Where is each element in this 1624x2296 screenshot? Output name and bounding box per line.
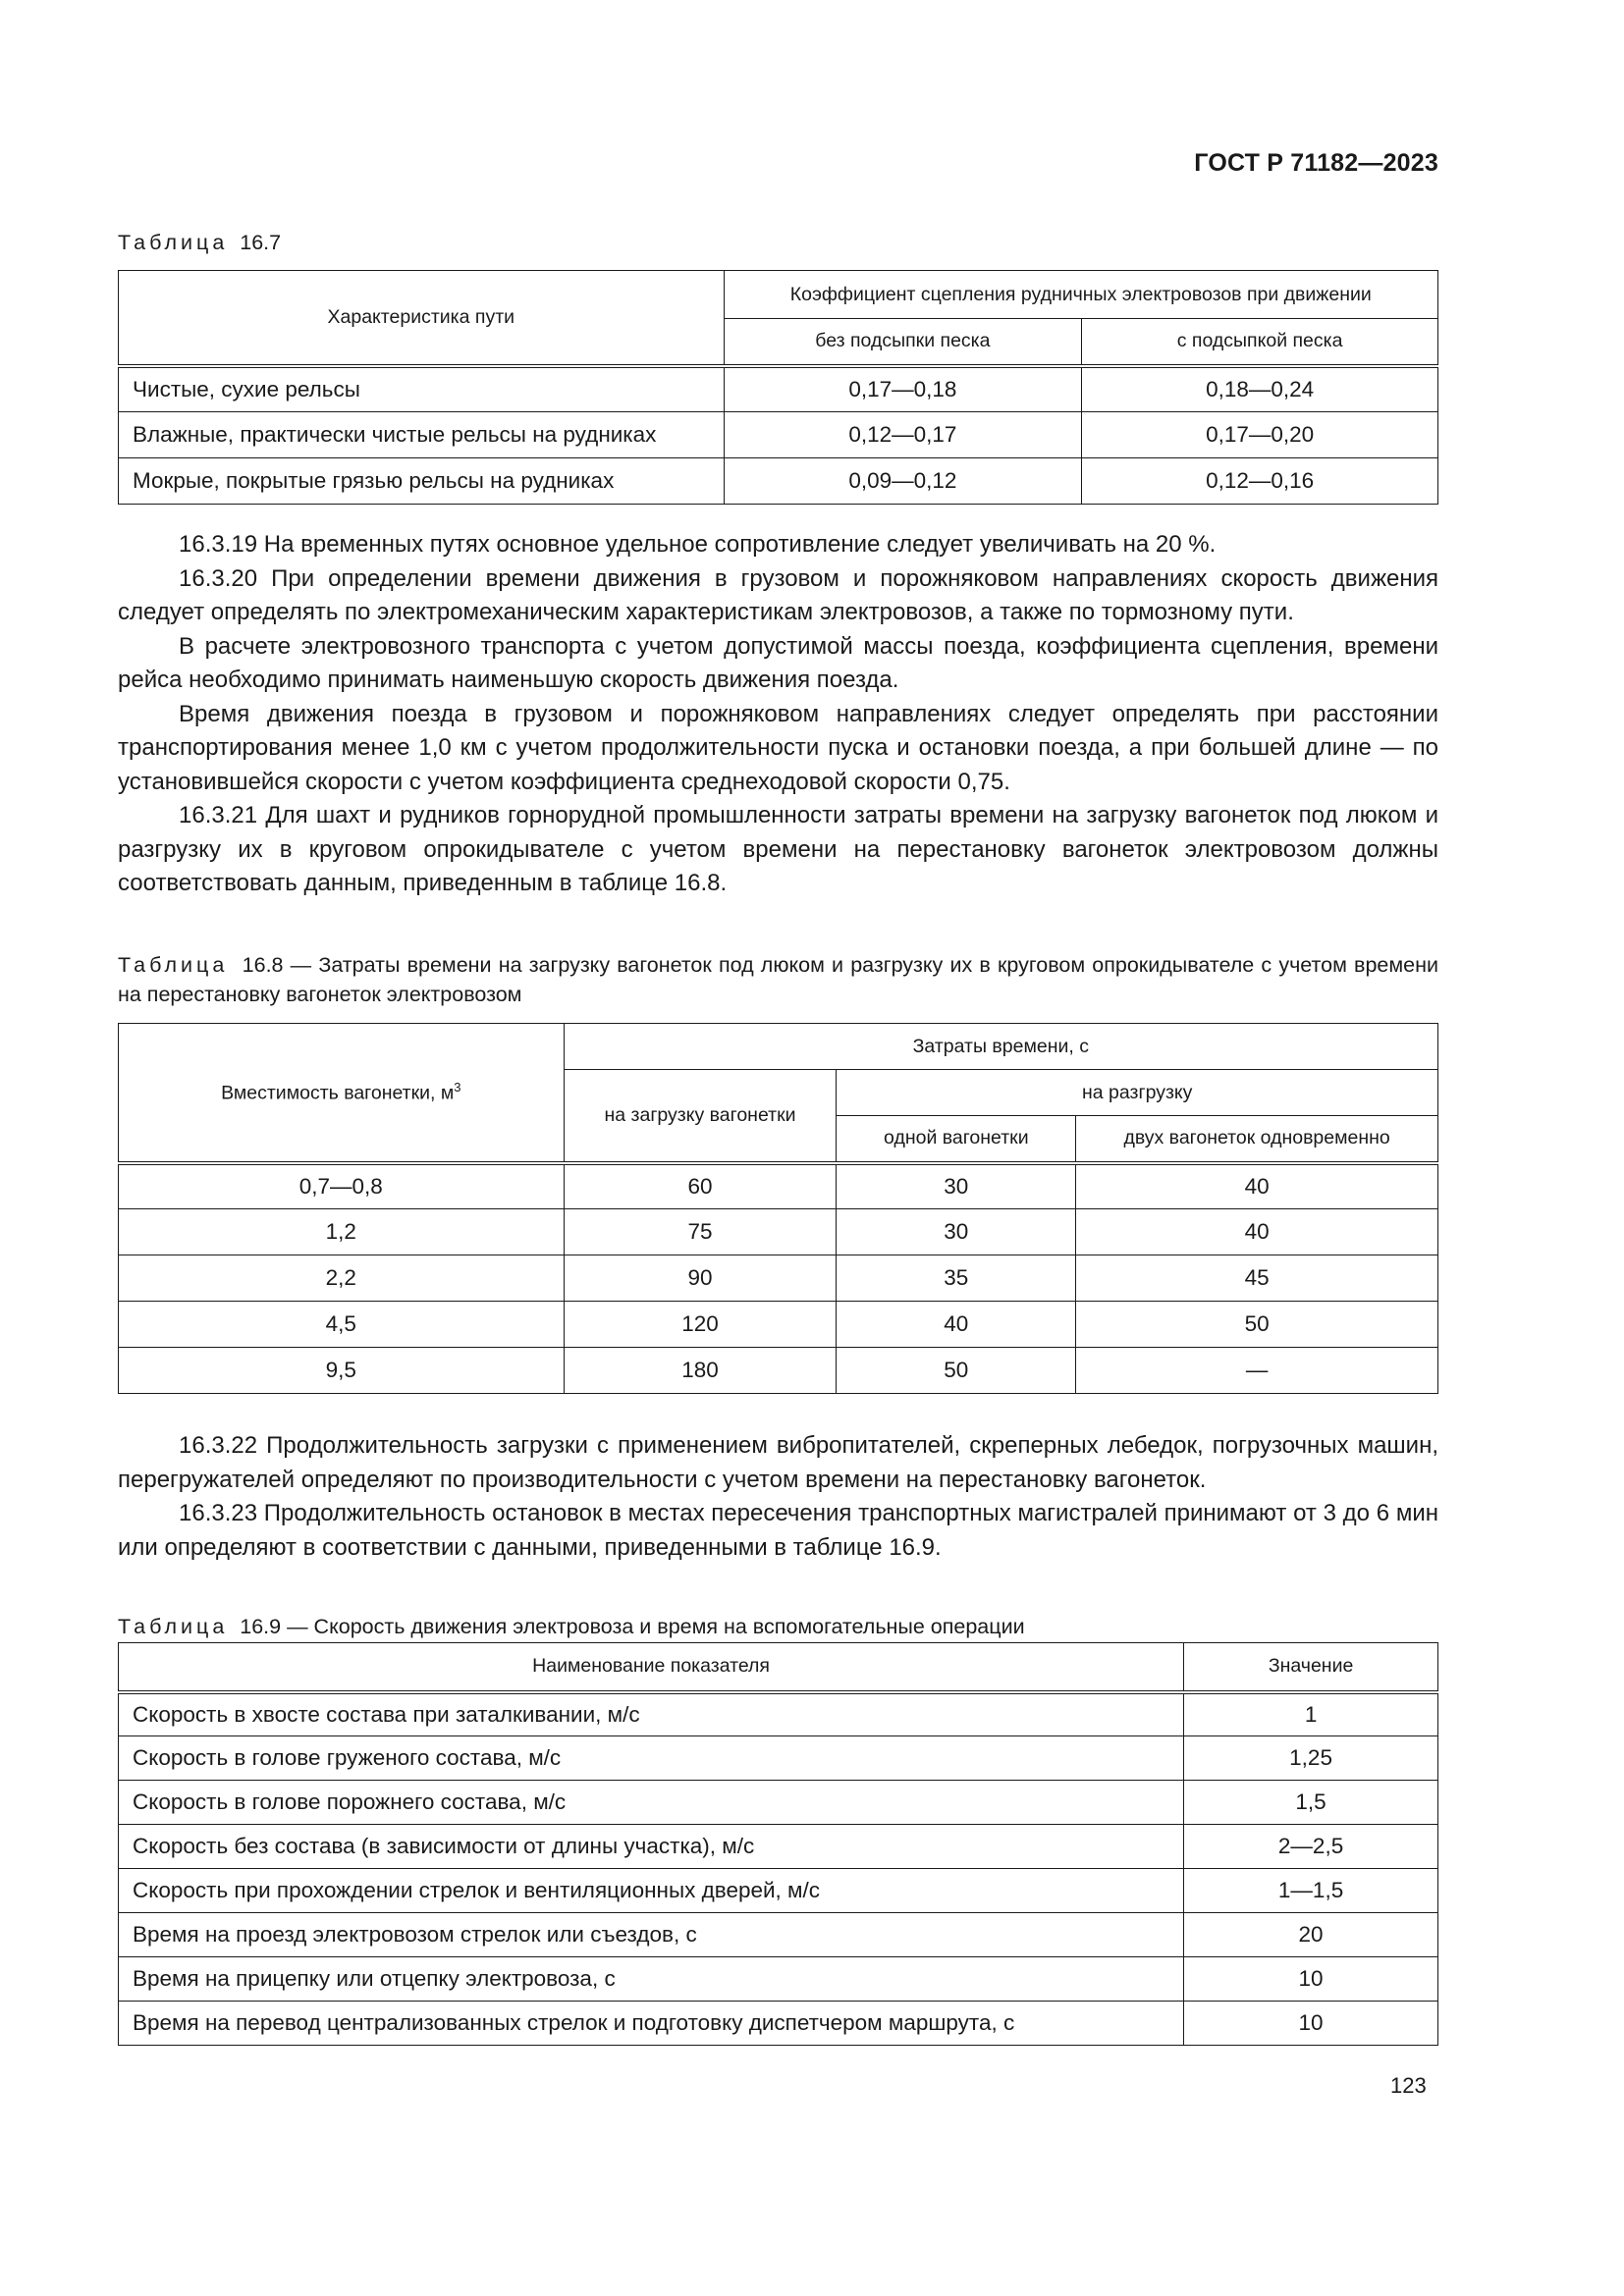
- cell: 1: [1184, 1692, 1438, 1736]
- table-row: [119, 1825, 1438, 1869]
- superscript: 3: [454, 1080, 461, 1095]
- cell: Скорость при прохождении стрелок и вентиляционных дверей, м/с: [119, 1869, 1184, 1913]
- paragraph: Время движения поезда в грузовом и порожняковом направлениях следует определять при расстоянии транспортирования менее 1,0 км с учетом продолжительности пуска и остановки поезда, а при большей длине — по установившейся скорости с учетом коэффициента среднеходовой скорости 0,75.: [118, 700, 1438, 795]
- cell: Время на проезд электровозом стрелок или съездов, с: [119, 1913, 1184, 1957]
- paragraph: 16.3.19 На временных путях основное удельное сопротивление следует увеличивать на 20 %.: [179, 531, 1217, 558]
- table-16-8: [118, 1023, 1438, 1394]
- cell: Влажные, практически чистые рельсы на рудниках: [119, 412, 725, 458]
- caption-label: Таблица: [118, 231, 229, 254]
- cell: 90: [564, 1255, 837, 1302]
- table-16-8-caption: [118, 950, 1438, 1009]
- col-header-group: Затраты времени, с: [564, 1024, 1437, 1070]
- cell: 1—1,5: [1184, 1869, 1438, 1913]
- paragraph: 16.3.21 Для шахт и рудников горнорудной промышленности затраты времени на загрузку вагонеток под люком и разгрузку их в круговом опрокидывателе с учетом времени на перестановку вагонеток электровозом должны соответствовать данным, приведенным в таблице 16.8.: [118, 802, 1438, 896]
- cell: 0,17—0,18: [724, 366, 1082, 412]
- table-row: [119, 366, 1438, 412]
- col-header-group: Коэффициент сцепления рудничных электровозов при движении: [724, 271, 1437, 319]
- table-row: [119, 1209, 1438, 1255]
- cell: 4,5: [119, 1302, 565, 1348]
- cell: 2,2: [119, 1255, 565, 1302]
- cell: Скорость в голове груженого состава, м/с: [119, 1736, 1184, 1781]
- col-header-unload: на разгрузку: [837, 1070, 1438, 1116]
- cell: 120: [564, 1302, 837, 1348]
- col-header-unload-two: двух вагонеток одновременно: [1076, 1116, 1438, 1163]
- table-row: [119, 1913, 1438, 1957]
- col-header-no-sand: без подсыпки песка: [724, 319, 1082, 366]
- cell: 180: [564, 1348, 837, 1394]
- col-header-capacity: [119, 1024, 565, 1163]
- cell: 40: [1076, 1163, 1438, 1209]
- cell: Скорость без состава (в зависимости от длины участка), м/с: [119, 1825, 1184, 1869]
- col-header-value: Значение: [1184, 1643, 1438, 1692]
- table-row: [119, 1736, 1438, 1781]
- table-row: [119, 1957, 1438, 2002]
- cell: Скорость в голове порожнего состава, м/с: [119, 1781, 1184, 1825]
- cell: 2—2,5: [1184, 1825, 1438, 1869]
- table-16-7-caption: [118, 228, 1438, 257]
- cell: 10: [1184, 2002, 1438, 2046]
- cell: 0,12—0,17: [724, 412, 1082, 458]
- table-16-9: [118, 1642, 1438, 2046]
- table-16-9-caption: [118, 1612, 1438, 1641]
- caption-label: Таблица: [118, 953, 229, 977]
- cell: 40: [1076, 1209, 1438, 1255]
- cell: 1,5: [1184, 1781, 1438, 1825]
- paragraph: 16.3.20 При определении времени движения в грузовом и порожняковом направлениях скорость движения следует определять по электромеханическим характеристикам электровозов, а также по тормозному пути.: [118, 564, 1438, 625]
- table-row: [119, 1869, 1438, 1913]
- cell: Скорость в хвосте состава при заталкивании, м/с: [119, 1692, 1184, 1736]
- cell: Время на прицепку или отцепку электровоза, с: [119, 1957, 1184, 2002]
- cell: 35: [837, 1255, 1076, 1302]
- table-16-7: [118, 270, 1438, 505]
- cell: 0,09—0,12: [724, 458, 1082, 505]
- cell: 1,25: [1184, 1736, 1438, 1781]
- table-row: [119, 1348, 1438, 1394]
- document-id: ГОСТ Р 71182—2023: [1194, 149, 1438, 177]
- cell: —: [1076, 1348, 1438, 1394]
- table-row: [119, 412, 1438, 458]
- cell: Время на перевод централизованных стрелок и подготовку диспетчером маршрута, с: [119, 2002, 1184, 2046]
- cell: 50: [1076, 1302, 1438, 1348]
- table-row: [119, 1302, 1438, 1348]
- page-number: 123: [1390, 2073, 1427, 2098]
- table-row: [119, 1163, 1438, 1209]
- cell: 60: [564, 1163, 837, 1209]
- body-text-1: [118, 528, 1438, 901]
- caption-text: 16.8 — Затраты времени на загрузку вагонеток под люком и разгрузку их в круговом опрокидывателе с учетом времени на перестановку вагонеток электровозом: [118, 953, 1438, 1006]
- table-row: [119, 458, 1438, 505]
- col-header-load: на загрузку вагонетки: [564, 1070, 837, 1163]
- caption-label: Таблица: [118, 1615, 229, 1638]
- col-header-track: Характеристика пути: [119, 271, 725, 366]
- col-header-sand: с подсыпкой песка: [1082, 319, 1438, 366]
- cell: 75: [564, 1209, 837, 1255]
- cell: 50: [837, 1348, 1076, 1394]
- cell: 10: [1184, 1957, 1438, 2002]
- table-row: [119, 1781, 1438, 1825]
- cell: 20: [1184, 1913, 1438, 1957]
- cell: 9,5: [119, 1348, 565, 1394]
- cell: 45: [1076, 1255, 1438, 1302]
- cell: 40: [837, 1302, 1076, 1348]
- table-row: [119, 2002, 1438, 2046]
- cell: 0,7—0,8: [119, 1163, 565, 1209]
- cell: 30: [837, 1209, 1076, 1255]
- table-row: [119, 1692, 1438, 1736]
- table-row: [119, 1255, 1438, 1302]
- col-header-unload-one: одной вагонетки: [837, 1116, 1076, 1163]
- cell: Чистые, сухие рельсы: [119, 366, 725, 412]
- col-header-name: Наименование показателя: [119, 1643, 1184, 1692]
- paragraph: 16.3.23 Продолжительность остановок в местах пересечения транспортных магистралей принимают от 3 до 6 мин или определяют в соответствии с данными, приведенными в таблице 16.9.: [118, 1500, 1438, 1561]
- caption-text: 16.9 — Скорость движения электровоза и время на вспомогательные операции: [240, 1615, 1025, 1638]
- cell: Мокрые, покрытые грязью рельсы на рудниках: [119, 458, 725, 505]
- paragraph: 16.3.22 Продолжительность загрузки с применением вибропитателей, скреперных лебедок, погрузочных машин, перегружателей определяют по производительности с учетом времени на перестановку вагонеток.: [118, 1432, 1438, 1493]
- capacity-label: Вместимость вагонетки, м: [221, 1082, 455, 1104]
- cell: 30: [837, 1163, 1076, 1209]
- paragraph: В расчете электровозного транспорта с учетом допустимой массы поезда, коэффициента сцепления, времени рейса необходимо принимать наименьшую скорость движения поезда.: [118, 632, 1438, 693]
- cell: 0,17—0,20: [1082, 412, 1438, 458]
- cell: 0,18—0,24: [1082, 366, 1438, 412]
- caption-number: 16.7: [240, 231, 282, 254]
- body-text-2: [118, 1429, 1438, 1565]
- cell: 1,2: [119, 1209, 565, 1255]
- cell: 0,12—0,16: [1082, 458, 1438, 505]
